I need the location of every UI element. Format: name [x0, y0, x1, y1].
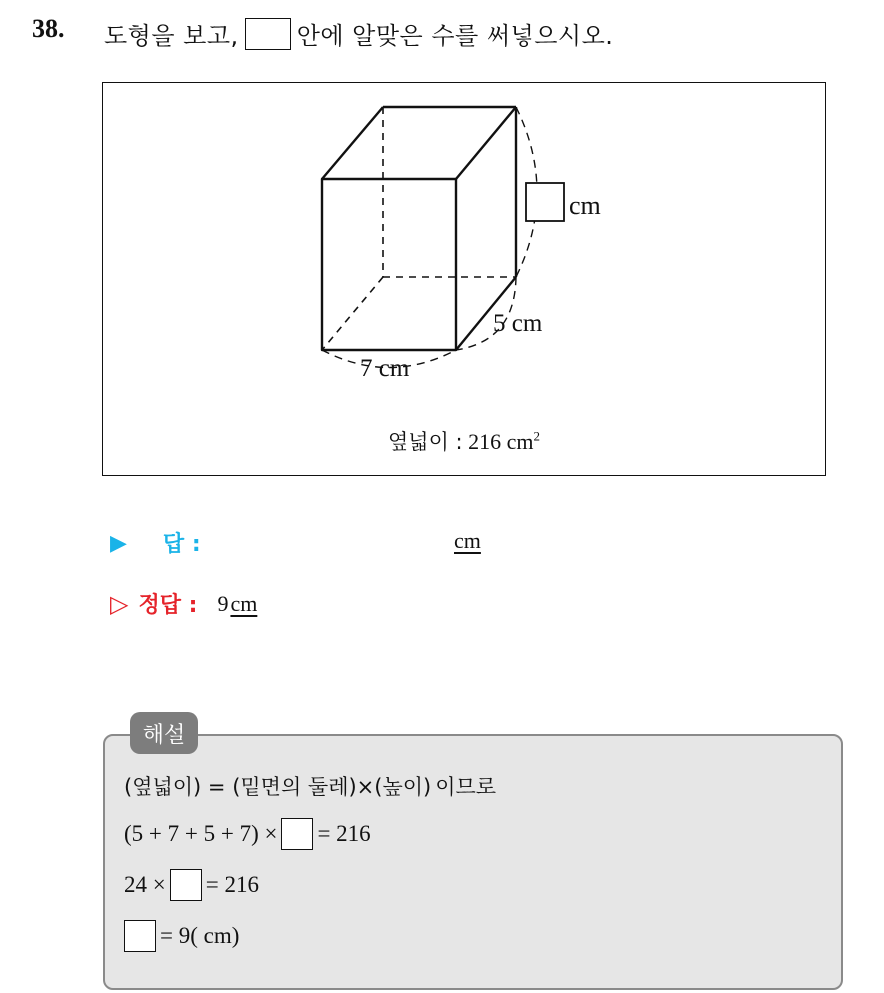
question-text: [104, 16, 613, 51]
figure-frame: [102, 82, 826, 476]
solution-blank-box: [281, 818, 313, 850]
answer-blank-box: [245, 18, 291, 50]
height-unit-label: cm: [569, 191, 601, 220]
solution-line-1: [124, 771, 496, 801]
solution-line-2: [124, 818, 371, 850]
answer-row: [110, 527, 201, 558]
solution-line-3-left: 24 ×: [124, 872, 166, 897]
correct-label: 정답 :: [138, 593, 198, 618]
cuboid-visible-edges: [322, 107, 516, 350]
correct-unit: cm: [230, 590, 258, 616]
depth-label: 5 cm: [493, 310, 543, 337]
lateral-area-value: 216 cm: [468, 429, 534, 454]
question-text-after: 안에 알맞은 수를 써넣으시오.: [296, 22, 614, 50]
solution-line-1-text: (옆넓이) = (밑면의 둘레)×(높이): [124, 775, 432, 799]
correct-marker-icon: ▷: [110, 589, 129, 618]
answer-unit-row: [454, 528, 481, 554]
solution-line-4-right: = 9( cm): [160, 923, 240, 948]
solution-tab: 해설: [130, 712, 198, 754]
width-label: 7 cm: [360, 355, 410, 382]
question-number: 38.: [32, 14, 65, 43]
solution-line-1-suffix: 이므로: [435, 775, 497, 799]
solution-line-3-right: = 216: [205, 872, 259, 897]
solution-line-2-left: (5 + 7 + 5 + 7) ×: [124, 821, 278, 846]
hidden-edge-depth: [322, 277, 383, 350]
lateral-area-title: 옆넓이 :: [388, 430, 463, 454]
answer-unit: cm: [454, 528, 481, 553]
height-blank-box: [526, 183, 564, 221]
front-face: [322, 179, 456, 350]
answer-label: 답 :: [162, 532, 201, 557]
solution-line-4: [124, 920, 239, 952]
lateral-area-exponent: 2: [533, 428, 540, 444]
correct-value: 9: [217, 590, 229, 616]
question-text-before: 도형을 보고,: [104, 22, 239, 50]
solution-line-2-right: = 216: [317, 821, 371, 846]
correct-answer-row: [110, 588, 257, 619]
solution-blank-box: [170, 869, 202, 901]
answer-marker-icon: ▶: [110, 529, 127, 555]
cuboid-figure: [103, 83, 827, 477]
solution-line-3: [124, 869, 259, 901]
solution-blank-box: [124, 920, 156, 952]
lateral-area-label: [103, 426, 825, 456]
